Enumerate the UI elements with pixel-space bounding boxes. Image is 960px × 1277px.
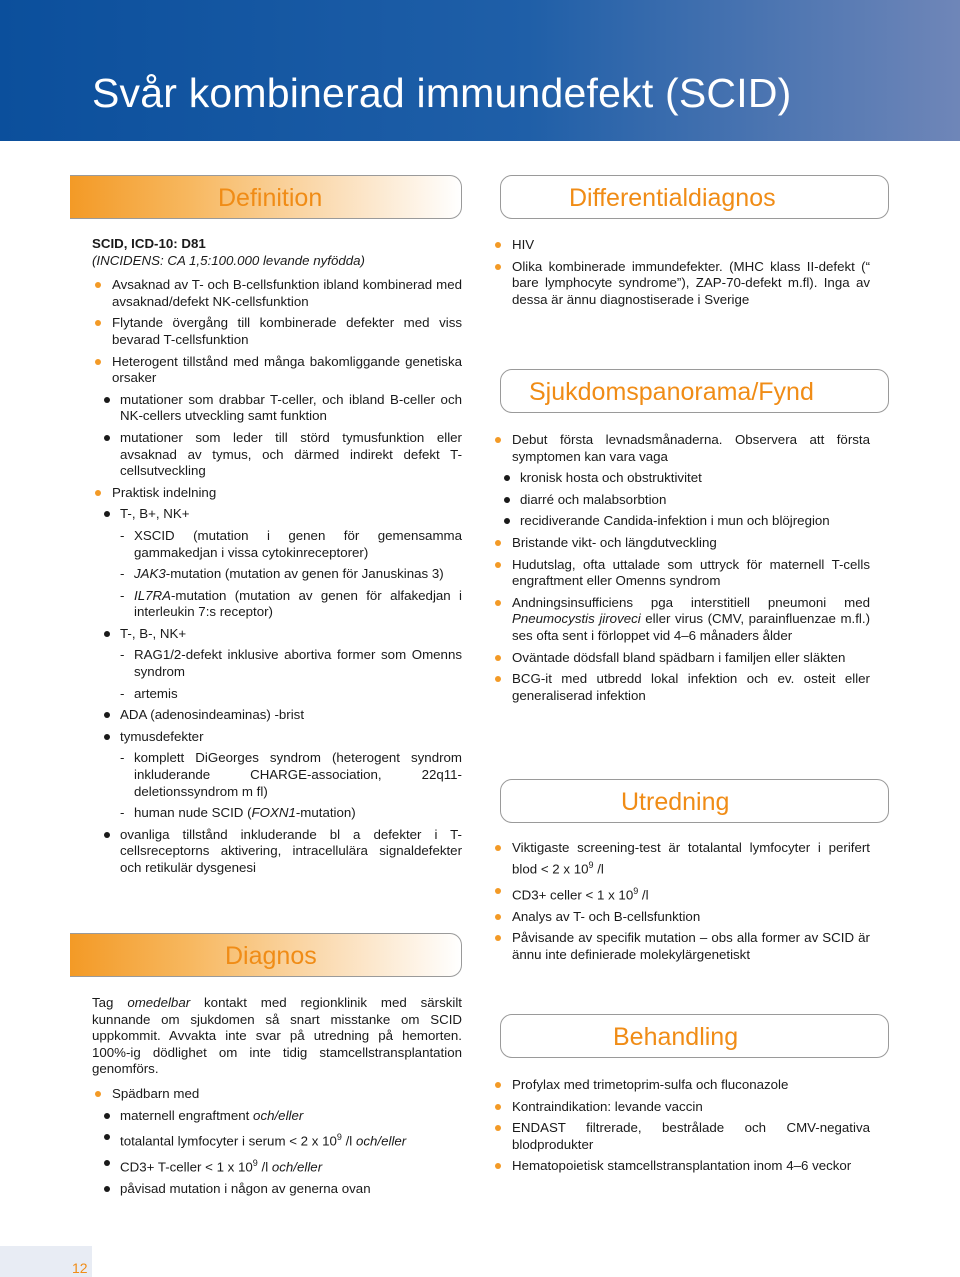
list-item: totalantal lymfocyter i serum < 2 x $10^9$ /l och/eller <box>92 1129 462 1150</box>
list-item: tymusdefekter <box>92 729 462 746</box>
utredning-heading-box <box>500 779 889 823</box>
list-item: ENDAST filtrerade, bestrålade och CMV-negativa blodprodukter <box>492 1120 870 1153</box>
list-item: Spädbarn med <box>92 1086 462 1103</box>
list-item: diarré och malabsorbtion <box>492 492 870 509</box>
utredning-heading: Utredning <box>621 788 730 816</box>
behandling-heading-box <box>500 1014 889 1058</box>
list-item: Avsaknad av T- och B-cellsfunktion ibland kombinerad med avsaknad/defekt NK-cellsfunktion <box>92 277 462 310</box>
list-item: - JAK3-mutation (mutation av genen för Januskinas 3) <box>92 566 462 583</box>
list-item: mutationer som drabbar T-celler, och ibland B-celler och NK-cellers utveckling samt funktion <box>92 392 462 425</box>
differential-heading: Differentialdiagnos <box>569 184 776 212</box>
list-item: maternell engraftment och/eller <box>92 1108 462 1125</box>
differential-heading-box <box>500 175 889 219</box>
list-item: Bristande vikt- och längdutveckling <box>492 535 870 552</box>
list-item: Profylax med trimetoprim-sulfa och fluconazole <box>492 1077 870 1094</box>
page-number: 12 <box>72 1260 88 1276</box>
list-item: Oväntade dödsfall bland spädbarn i familjen eller släkten <box>492 650 870 667</box>
list-item: Debut första levnadsmånaderna. Observera att första symptomen kan vara vaga <box>492 432 870 465</box>
list-item: Heterogent tillstånd med många bakomliggande genetiska orsaker <box>92 354 462 387</box>
list-item: CD3+ T-celler < 1 x $10^9$ /l och/eller <box>92 1155 462 1176</box>
list-item: Olika kombinerade immundefekter. (MHC klass II-defekt (“ bare lymphocyte syndrome”), ZAP-70-defekt m.fl). Inga av dessa är ännu diagnostiserade i Sverige <box>492 259 870 309</box>
list-item: Flytande övergång till kombinerade defekter med viss bevarad T-cellsfunktion <box>92 315 462 348</box>
sjukdom-heading: Sjukdomspanorama/Fynd <box>529 378 814 406</box>
list-item: ADA (adenosindeaminas) -brist <box>92 707 462 724</box>
list-item: - XSCID (mutation i genen för gemensamma gammakedjan i vissa cytokinreceptorer) <box>92 528 462 561</box>
list-item: Andningsinsufficiens pga interstitiell pneumoni med Pneumocystis jiroveci eller virus (CMV, parainfluenzae m.fl.) ses ofta sent i förloppet vid 4–6 månaders ålder <box>492 595 870 645</box>
list-item: recidiverande Candida-infektion i mun och blöjregion <box>492 513 870 530</box>
behandling-heading: Behandling <box>613 1023 739 1051</box>
list-item: - RAG1/2-defekt inklusive abortiva former som Omenns syndrom <box>92 647 462 680</box>
list-item: - IL7RA-mutation (mutation av genen för alfakedjan i interleukin 7:s receptor) <box>92 588 462 621</box>
page-number-box <box>0 1246 92 1277</box>
list-item: T-, B-, NK+ <box>92 626 462 643</box>
sjukdom-section <box>492 432 870 709</box>
list-item: HIV <box>492 237 870 254</box>
list-item: - human nude SCID (FOXN1-mutation) <box>92 805 462 822</box>
diagnos-paragraph: Tag omedelbar kontakt med regionklinik med särskilt kunnande om sjukdomen så snart misstanke om SCID uppkommit. Avvakta inte svar på utredning på hemorten. 100%-ig dödlighet om inte tidig stamcellstransplantation genomförs. <box>92 995 462 1077</box>
diagnos-section <box>92 995 462 1203</box>
list-item: Hematopoietisk stamcellstransplantation inom 4–6 veckor <box>492 1158 870 1175</box>
incidence: (INCIDENS: CA 1,5:100.000 levande nyfödda) <box>92 252 365 268</box>
diagnos-heading: Diagnos <box>225 942 317 970</box>
list-item: T-, B+, NK+ <box>92 506 462 523</box>
page-title: Svår kombinerad immundefekt (SCID) <box>92 70 792 116</box>
list-item: påvisad mutation i någon av generna ovan <box>92 1181 462 1198</box>
diagnos-heading-box <box>70 933 462 977</box>
list-item: Kontraindikation: levande vaccin <box>492 1099 870 1116</box>
definition-section <box>92 236 462 882</box>
list-item: Påvisande av specifik mutation – obs alla former av SCID är ännu inte definierade molekylärgenetiskt <box>492 930 870 963</box>
definition-heading-box <box>70 175 462 219</box>
list-item: BCG-it med utbredd lokal infektion och ev. osteit eller generaliserad infektion <box>492 671 870 704</box>
list-item: ovanliga tillstånd inkluderande bl a defekter i T-cellsreceptorns aktivering, intracellulära signaldefekter och retikulär dysgenesi <box>92 827 462 877</box>
title-banner <box>0 0 960 141</box>
list-item: mutationer som leder till störd tymusfunktion eller avsaknad av tymus, och därmed indirekt defekt T-cellsutveckling <box>92 430 462 480</box>
list-item: CD3+ celler < 1 x $10^9$ /l <box>492 883 870 904</box>
icd-code: SCID, ICD-10: D81 <box>92 236 206 251</box>
utredning-section <box>492 840 870 968</box>
list-item: Analys av T- och B-cellsfunktion <box>492 909 870 926</box>
list-item: Viktigaste screening-test är totalantal lymfocyter i perifert blod < 2 x $10^9$ /l <box>492 840 870 878</box>
list-item: Praktisk indelning <box>92 485 462 502</box>
list-item: kronisk hosta och obstruktivitet <box>492 470 870 487</box>
differential-section <box>492 237 870 313</box>
behandling-section <box>492 1077 870 1180</box>
definition-heading: Definition <box>218 184 323 212</box>
list-item: - komplett DiGeorges syndrom (heterogent syndrom inkluderande CHARGE-association, 22q11-deletionssyndrom m fl) <box>92 750 462 800</box>
sjukdom-heading-box <box>500 369 889 413</box>
list-item: Hudutslag, ofta uttalade som uttryck för maternell T-cells engraftment eller Omenns syndrom <box>492 557 870 590</box>
list-item: - artemis <box>92 686 462 703</box>
